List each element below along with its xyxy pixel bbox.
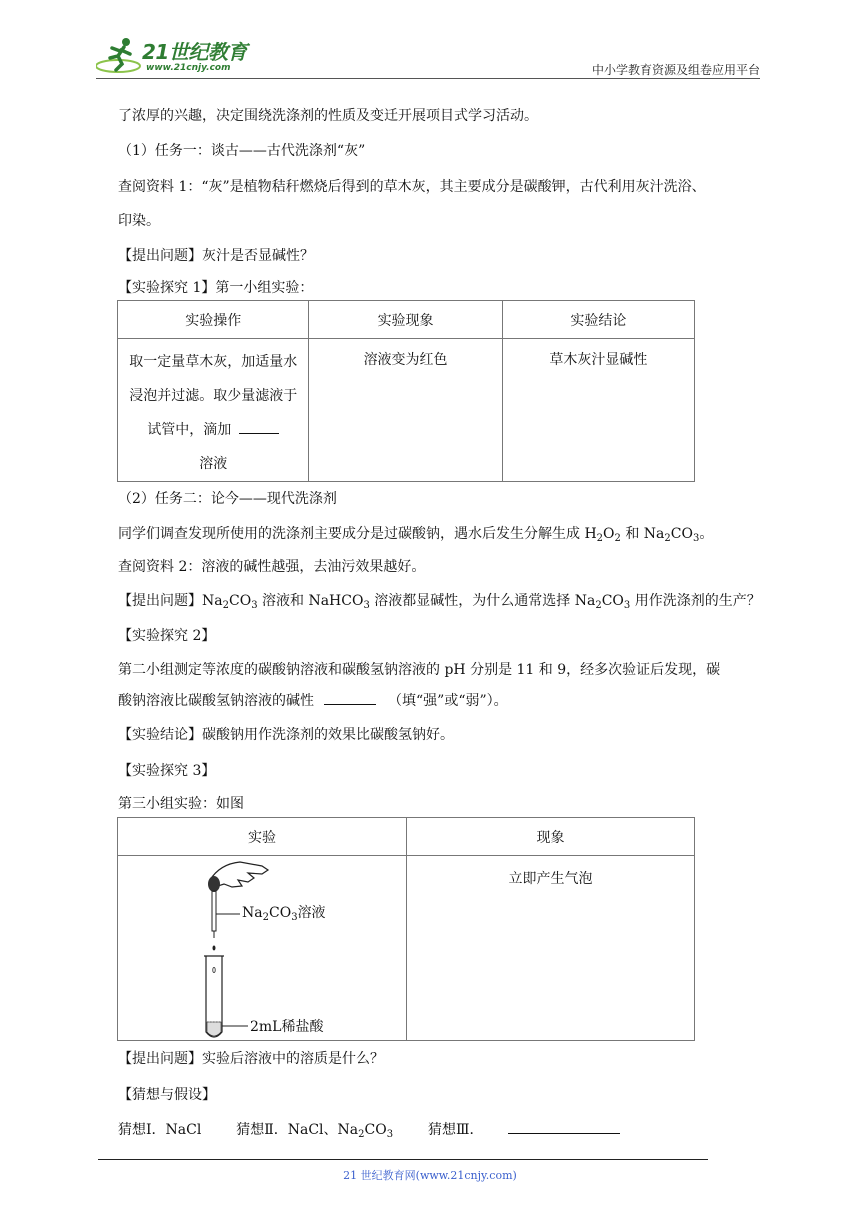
reference-1-line-2: 印染。 [118, 213, 160, 229]
table1-header-operation: 实验操作 [118, 301, 309, 339]
liquid [207, 1022, 221, 1036]
table2-header-phenomenon: 现象 [407, 818, 695, 856]
experiment-1-table [117, 300, 695, 482]
table1-header-phenomenon: 实验现象 [309, 301, 502, 339]
experiment-3-heading: 【实验探究 3】 [118, 763, 216, 779]
survey-line: 同学们调查发现所使用的洗涤剂主要成分是过碳酸钠，遇水后发生分解生成 $H_2O_2$ 和 $Na_2CO_3$。 [118, 526, 714, 544]
hypothesis-2: 猜想Ⅱ．NaCl、$Na_2CO_3$ [236, 1122, 394, 1140]
figure-label-solution: $Na_2CO_3$溶液 [242, 905, 326, 923]
table2-phenomenon-cell: 立即产生气泡 [407, 856, 695, 1041]
paragraph-intro: 了浓厚的兴趣，决定围绕洗涤剂的性质及变迁开展项目式学习活动。 [118, 108, 538, 124]
site-logo [96, 36, 266, 76]
dropper-tube [212, 891, 216, 931]
table1-header-conclusion: 实验结论 [502, 301, 694, 339]
experiment-3-intro: 第三小组实验：如图 [118, 796, 244, 812]
reference-2: 查阅资料 2：溶液的碱性越强，去油污效果越好。 [118, 559, 426, 575]
table2-header-experiment: 实验 [118, 818, 407, 856]
task-one-heading: （1）任务一：谈古——古代洗涤剂“灰” [118, 143, 366, 159]
table1-phenomenon-cell: 溶液变为红色 [309, 339, 502, 482]
experiment-2-conclusion: 【实验结论】碳酸钠用作洗涤剂的效果比碳酸氢钠好。 [118, 727, 454, 743]
experiment-2-text-1: 第二小组测定等浓度的碳酸钠溶液和碳酸氢钠溶液的 pH 分别是 11 和 9，经多次验证后发现，碳 [118, 662, 721, 678]
platform-title: 中小学教育资源及组卷应用平台 [591, 63, 760, 77]
drop-icon [213, 946, 216, 951]
operation-line: 浸泡并过滤。取少量滤液于 [129, 388, 298, 404]
dropper-test-tube-figure [118, 856, 406, 1040]
hypothesis-3: 猜想Ⅲ． [428, 1122, 484, 1138]
experiment-1-heading: 【实验探究 1】第一小组实验： [118, 280, 314, 296]
table2-figure-cell [118, 856, 407, 1041]
experiment-3-table [117, 817, 695, 1041]
runner-logo-icon [96, 36, 142, 76]
operation-line: 试管中，滴加 [122, 413, 304, 447]
page-header [96, 30, 760, 80]
answer-blank [508, 1132, 620, 1134]
question-2: 【提出问题】$Na_2CO_3$ 溶液和 NaHCO$_3$ 溶液都显碱性，为什么通常选择 $Na_2CO_3$ 用作洗涤剂的生产？ [118, 593, 761, 611]
answer-blank [239, 432, 279, 434]
task-two-heading: （2）任务二：论今——现代洗涤剂 [118, 491, 337, 507]
header-divider [96, 78, 760, 79]
question-1: 【提出问题】灰汁是否显碱性？ [118, 248, 314, 264]
hypotheses-line [118, 1119, 620, 1140]
logo-url: www.21cnjy.com [146, 63, 231, 73]
experiment-2-heading: 【实验探究 2】 [118, 628, 216, 644]
logo-text: 21世纪教育 [142, 40, 247, 64]
operation-line: 溶液 [199, 456, 228, 472]
question-3: 【提出问题】实验后溶液中的溶质是什么？ [118, 1051, 384, 1067]
hypothesis-heading: 【猜想与假设】 [118, 1087, 216, 1103]
reference-1-line-1: 查阅资料 1：“灰”是植物秸秆燃烧后得到的草木灰，其主要成分是碳酸钾，古代利用灰汁洗浴、 [118, 179, 706, 195]
footer-text: 21 世纪教育网(www.21cnjy.com) [343, 1169, 517, 1182]
answer-blank [324, 703, 376, 705]
table1-operation-cell [118, 339, 309, 482]
dropper-bulb [208, 876, 220, 892]
hypothesis-1: 猜想Ⅰ．NaCl [118, 1122, 202, 1138]
operation-line: 取一定量草木灰，加适量水 [129, 354, 298, 370]
table1-conclusion-cell: 草木灰汁显碱性 [502, 339, 694, 482]
footer-divider [98, 1159, 708, 1160]
experiment-2-text-2: 酸钠溶液比碳酸氢钠溶液的碱性 （填“强”或“弱”）。 [118, 693, 508, 709]
figure-label-acid: 2mL稀盐酸 [250, 1019, 324, 1035]
